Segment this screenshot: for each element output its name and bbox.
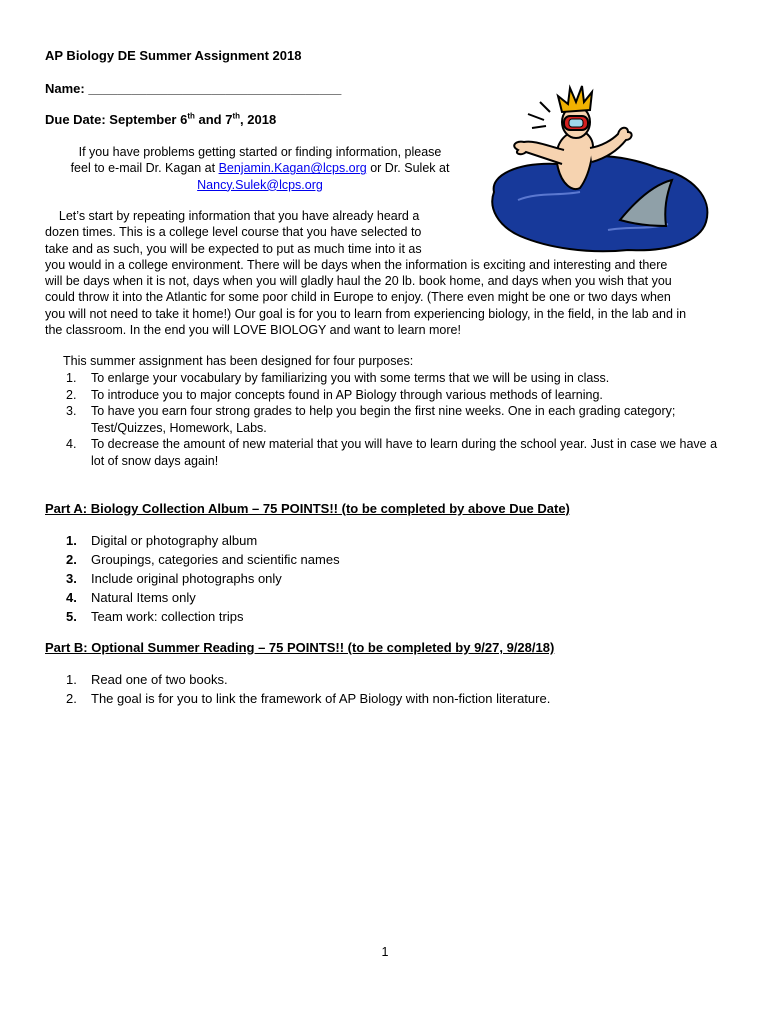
name-field-label: Name: ___________________________________ [45,81,342,96]
list-item: 1. Read one of two books. [66,672,228,687]
page-number: 1 [381,945,389,959]
list-item: 1. To enlarge your vocabulary by familiarizing you with some terms that we will be using in class. [66,371,610,385]
purposes-intro: This summer assignment has been designed for four purposes: [63,354,414,368]
list-item: 5. Team work: collection trips [66,609,244,624]
part-a-heading: Part A: Biology Collection Album – 75 POINTS!! (to be completed by above Due Date) [45,501,570,516]
list-item: 2. The goal is for you to link the framework of AP Biology with non-fiction literature. [66,691,551,706]
list-item: 3. Include original photographs only [66,571,282,586]
part-b-list [66,670,706,708]
email-link-kagan[interactable]: Benjamin.Kagan@lcps.org [218,161,367,176]
list-item: 4. Natural Items only [66,590,196,605]
document-title: AP Biology DE Summer Assignment 2018 [45,48,302,63]
part-b-heading: Part B: Optional Summer Reading – 75 POINTS!! (to be completed by 9/27, 9/28/18) [45,640,555,655]
list-item: 3. To have you earn four strong grades to help you begin the first nine weeks. One in each grading category; Test/Quizzes, Homework, Labs. [66,404,676,435]
purposes-list [66,370,726,469]
intro-paragraph: Let’s start by repeating information that you have already heard a dozen times. This is a college level course that you have selected to take and as such, you will be expected to put as much time into it as you would in a college environment. There will be days when the information is exciting and interesting and there will be days when it is not, days when you will gladly haul the 20 lb. book home, and days when you wish that you could throw it into the Atlantic for some poor child in Europe to enjoy. (There even might be one or two days when you will not need to take it home!) Our goal is for you to learn from experiencing biology, in the field, in the lab and in the classroom. In the end you will LOVE BIOLOGY and want to learn more! [45,209,687,338]
contact-info: If you have problems getting started or finding information, please feel to e-mail Dr. Kagan at Benjamin.Kagan@lcps.org or Dr. Sulek at Nancy.Sulek@lcps.org [70,145,450,192]
part-a-list [66,531,666,626]
list-item: 4. To decrease the amount of new material that you will have to learn during the school year. Just in case we have a lot of snow days again! [66,437,718,468]
list-item: 2. Groupings, categories and scientific names [66,552,340,567]
due-date: Due Date: September 6th and 7th, 2018 [45,111,277,127]
list-item: 1. Digital or photography album [66,533,258,548]
email-link-sulek[interactable]: Nancy.Sulek@lcps.org [197,177,323,192]
list-item: 2. To introduce you to major concepts found in AP Biology through various methods of learning. [66,387,603,402]
